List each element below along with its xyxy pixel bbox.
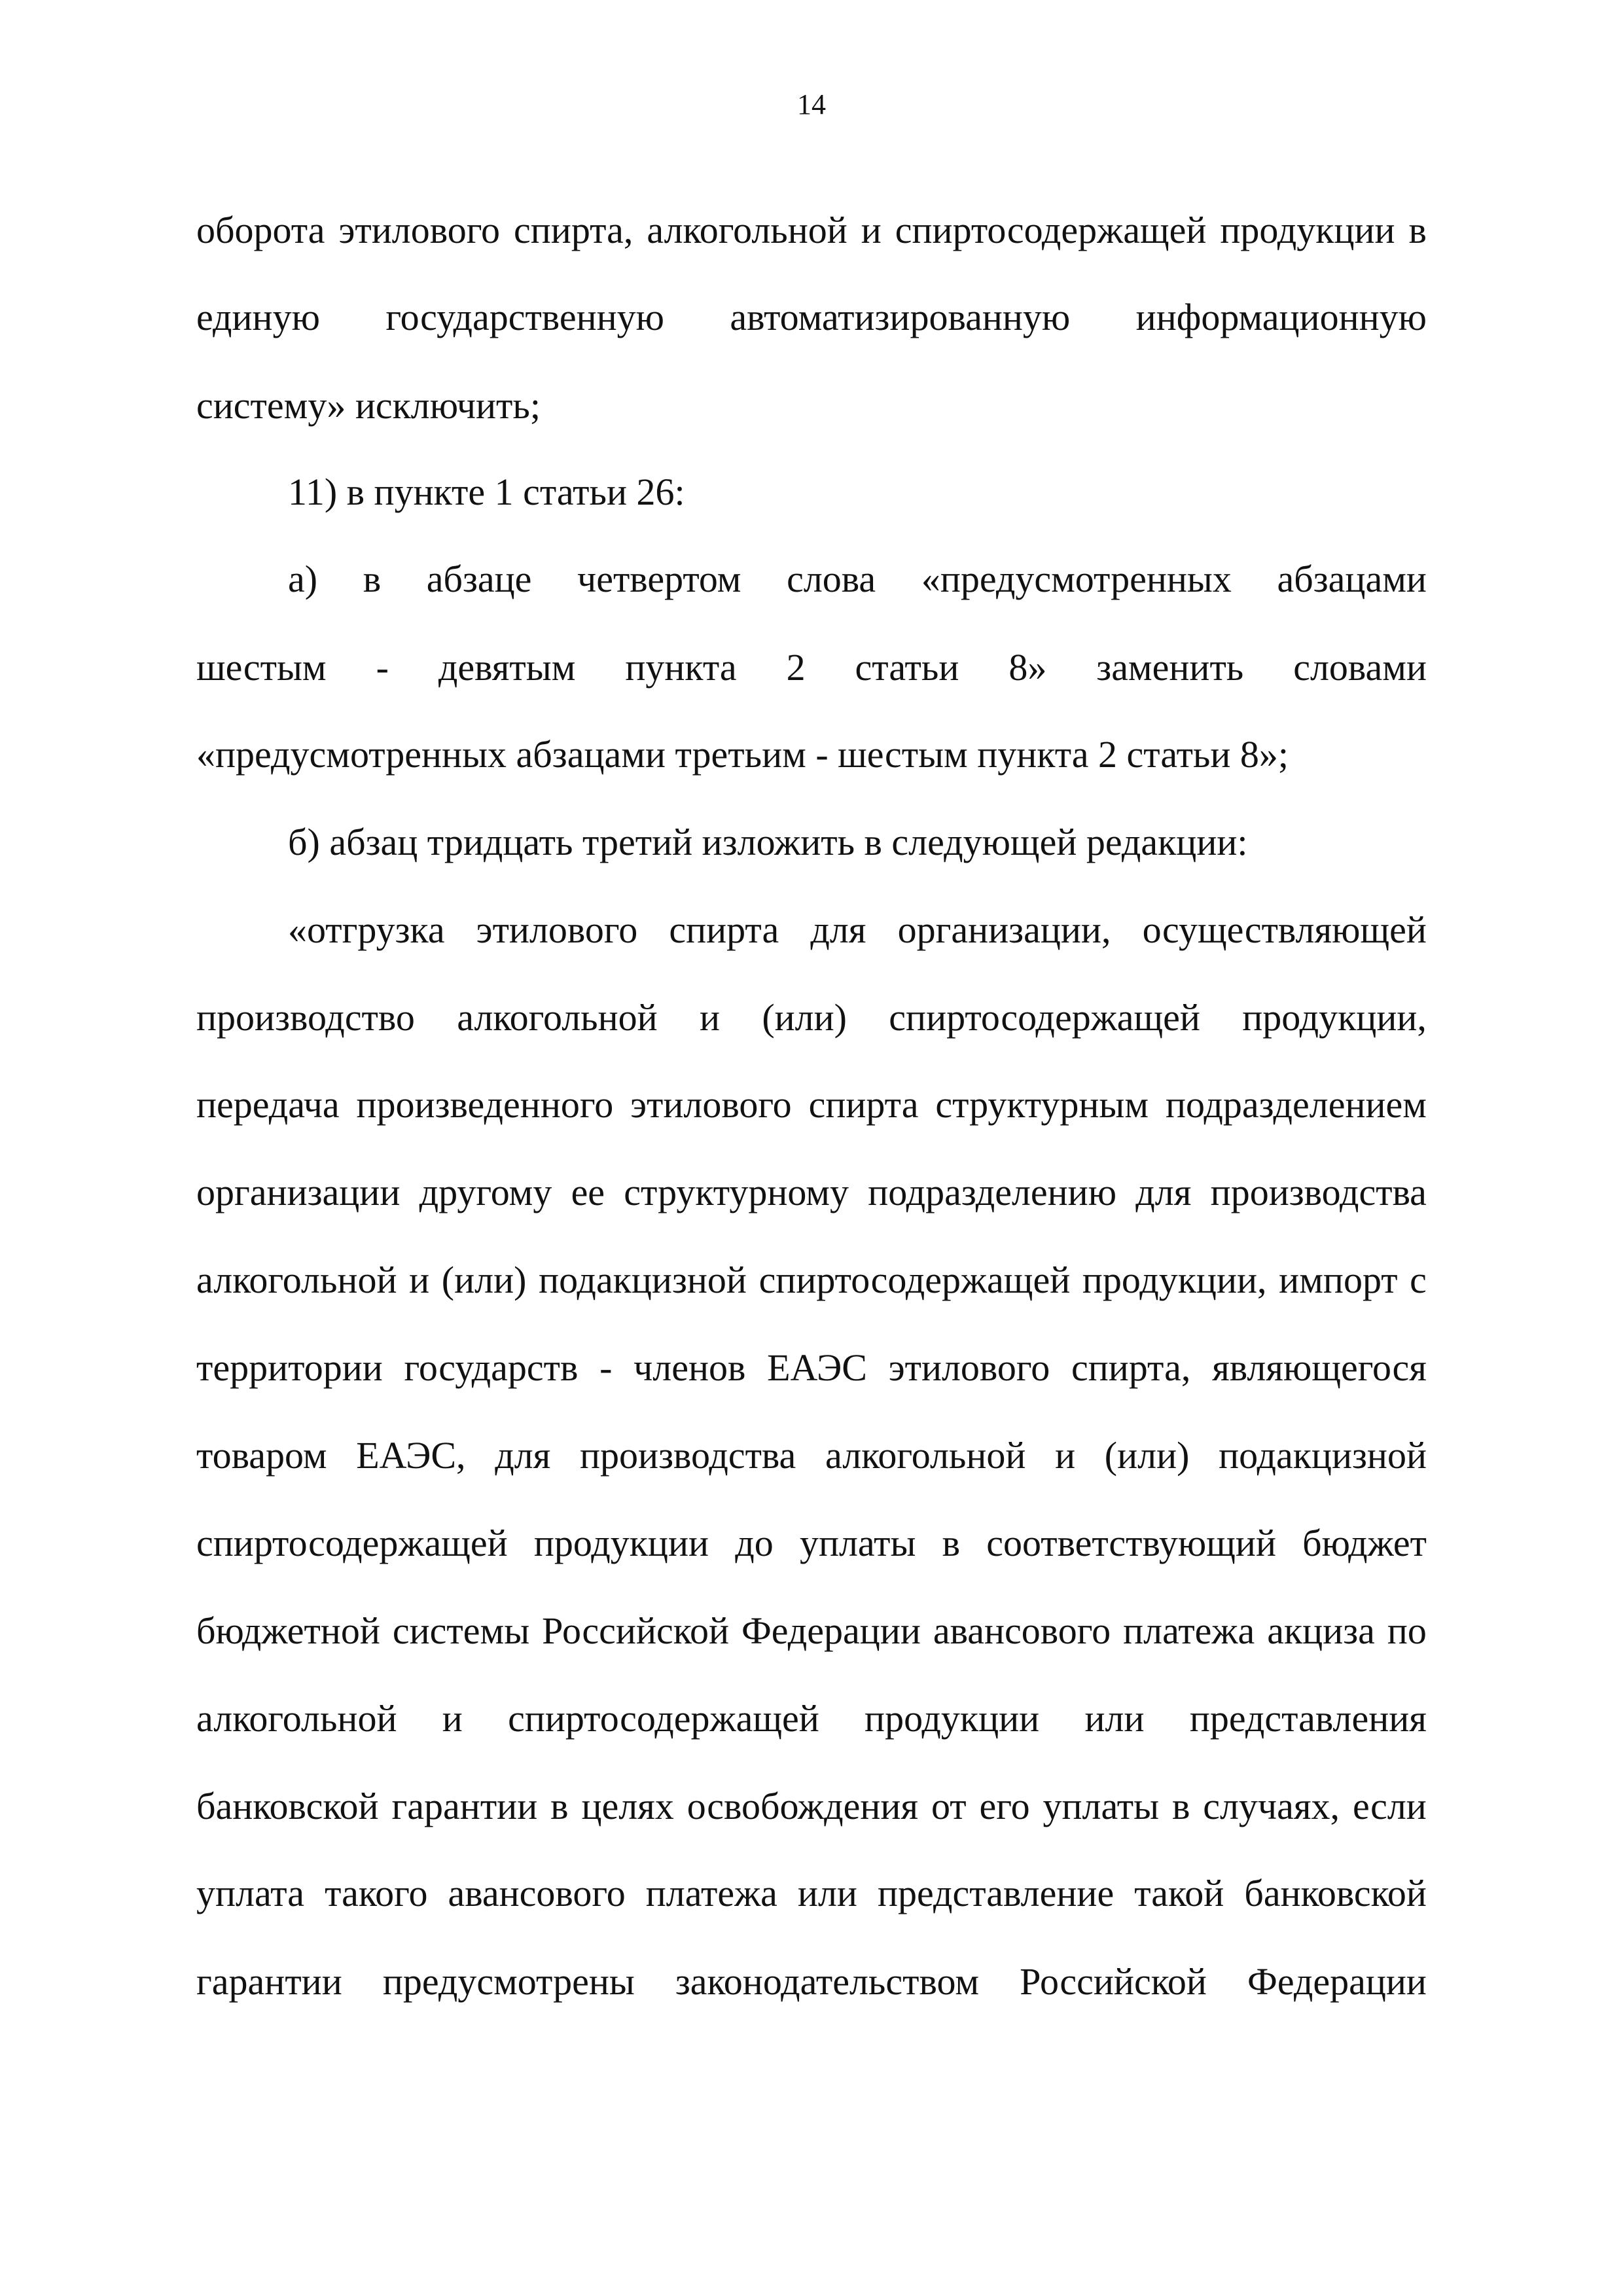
word: спиртосодержащей (196, 1522, 508, 1564)
word: передача (196, 1083, 340, 1126)
text-line-2 (196, 291, 1427, 344)
word: спиртосодержащей (895, 209, 1207, 251)
word: словами (1293, 646, 1427, 689)
word: продукции (865, 1697, 1040, 1740)
word: платежа (645, 1872, 777, 1914)
word: Российской (1020, 1960, 1207, 2003)
word: спирта (669, 908, 779, 951)
word: автоматизированную (730, 296, 1071, 338)
word: для (495, 1434, 551, 1477)
word: подакцизной (1219, 1434, 1427, 1477)
word: и (442, 1697, 463, 1740)
text-line-15 (196, 1429, 1427, 1482)
word: представления (1189, 1697, 1427, 1740)
word: гарантии (196, 1960, 342, 2003)
word: заменить (1096, 646, 1244, 689)
word: подразделению (868, 1171, 1117, 1213)
word: статьи (855, 646, 959, 689)
word: уплаты (1043, 1785, 1160, 1827)
word: в (1171, 1785, 1190, 1827)
text-line-8: б) абзац тридцать третий изложить в следующей редакции: (288, 821, 1248, 863)
word: случаях, (1203, 1785, 1340, 1827)
word: оборота (196, 209, 325, 251)
word: и (1055, 1434, 1076, 1477)
text-line-14 (196, 1342, 1427, 1394)
page-number: 14 (797, 88, 826, 120)
word: спирта (808, 1083, 919, 1126)
word: ЕАЭС (767, 1346, 867, 1389)
word: если (1352, 1785, 1427, 1827)
text-line-12 (196, 1166, 1427, 1219)
word: продукции (1220, 209, 1395, 251)
word: уплата (196, 1872, 305, 1914)
text-line-4: 11) в пункте 1 статьи 26: (288, 471, 685, 513)
word: соответствующий (986, 1522, 1276, 1564)
text-line-7: «предусмотренных абзацами третьим - шестым пункта 2 статьи 8»; (196, 733, 1289, 776)
word: осуществляющей (1142, 908, 1427, 951)
word: (или) (1104, 1434, 1190, 1477)
word: и (861, 209, 882, 251)
word: авансового (933, 1609, 1111, 1652)
word: четвертом (577, 558, 741, 600)
word: этилового (476, 908, 638, 951)
word: организации (196, 1171, 401, 1213)
word: алкогольной (825, 1434, 1026, 1477)
word: банковской (196, 1785, 379, 1827)
text-line-9 (288, 904, 1427, 956)
word: освобождения (687, 1785, 919, 1827)
word: структурным (935, 1083, 1149, 1126)
word: в (550, 1785, 569, 1827)
word: (или) (762, 996, 847, 1039)
text-line-5 (288, 553, 1427, 605)
word: организации, (897, 908, 1111, 951)
word: слова (787, 558, 876, 600)
word: или (1084, 1697, 1145, 1740)
word: спирта, (1071, 1346, 1191, 1389)
word: импорт (1279, 1259, 1398, 1301)
word: подразделением (1166, 1083, 1427, 1126)
word: абзаце (426, 558, 532, 600)
word: спиртосодержащей (889, 996, 1200, 1039)
word: предусмотрены (382, 1960, 635, 2003)
word: территории (196, 1346, 383, 1389)
word: - (376, 646, 389, 689)
word: представление (877, 1872, 1115, 1914)
word: такого (325, 1872, 428, 1914)
word: системы (392, 1609, 530, 1652)
word: этилового (888, 1346, 1050, 1389)
word: являющегося (1212, 1346, 1427, 1389)
text-line-20 (196, 1867, 1427, 1920)
word: по (1387, 1609, 1427, 1652)
word: 2 (786, 646, 806, 689)
word: продукции, (1242, 996, 1427, 1039)
word: и (409, 1259, 430, 1301)
word: товаром (196, 1434, 327, 1477)
text-line-3: системy» исключить; (196, 384, 541, 427)
word: бюджет (1302, 1522, 1427, 1564)
text-line-21 (196, 1956, 1427, 2008)
word: с (1410, 1259, 1427, 1301)
word: платежа (1123, 1609, 1255, 1652)
word: производства (1210, 1171, 1427, 1213)
word: алкогольной (457, 996, 658, 1039)
word: бюджетной (196, 1609, 380, 1652)
word: «отгрузка (288, 908, 445, 951)
word: ЕАЭС, (356, 1434, 466, 1477)
word: авансового (448, 1872, 626, 1914)
text-line-11 (196, 1079, 1427, 1131)
word: 8» (1008, 646, 1047, 689)
word: другому (419, 1171, 552, 1213)
word: членов (633, 1346, 746, 1389)
word: гарантии (391, 1785, 538, 1827)
word: девятым (438, 646, 576, 689)
word: Федерации (741, 1609, 921, 1652)
text-line-17 (196, 1605, 1427, 1657)
text-line-19 (196, 1780, 1427, 1833)
word: продукции (533, 1522, 709, 1564)
word: уплаты (799, 1522, 916, 1564)
word: - (599, 1346, 613, 1389)
word: его (979, 1785, 1030, 1827)
text-line-16 (196, 1517, 1427, 1570)
word: шестым (196, 646, 327, 689)
word: в (1408, 209, 1427, 251)
word: государственную (385, 296, 664, 338)
word: абзацами (1277, 558, 1427, 600)
text-line-10 (196, 992, 1427, 1044)
word: до (735, 1522, 774, 1564)
word: государств (404, 1346, 579, 1389)
word: или (797, 1872, 857, 1914)
word: пункта (625, 646, 737, 689)
word: для (1135, 1171, 1192, 1213)
text-line-13 (196, 1254, 1427, 1306)
word: алкогольной (196, 1259, 397, 1301)
word: в (942, 1522, 961, 1564)
word: (или) (441, 1259, 527, 1301)
word: законодательством (675, 1960, 980, 2003)
text-line-18 (196, 1693, 1427, 1745)
word: банковской (1244, 1872, 1427, 1914)
word: Российской (542, 1609, 729, 1652)
word: производство (196, 996, 415, 1039)
word: производства (580, 1434, 796, 1477)
text-line-1 (196, 204, 1427, 257)
word: алкогольной (647, 209, 847, 251)
word: Федерации (1247, 1960, 1427, 2003)
word: в (363, 558, 382, 600)
word: от (931, 1785, 967, 1827)
word: информационную (1135, 296, 1427, 338)
word: алкогольной (196, 1697, 397, 1740)
word: единую (196, 296, 320, 338)
word: «предусмотренных (921, 558, 1232, 600)
word: спирта, (514, 209, 633, 251)
word: ее (571, 1171, 605, 1213)
word: продукции, (1082, 1259, 1267, 1301)
word: целях (581, 1785, 674, 1827)
word: для (810, 908, 866, 951)
text-line-6 (196, 641, 1427, 694)
word: спиртосодержащей (758, 1259, 1071, 1301)
word: и (699, 996, 721, 1039)
word: акциза (1267, 1609, 1375, 1652)
word: а) (288, 558, 318, 600)
word: спиртосодержащей (508, 1697, 819, 1740)
word: этилового (338, 209, 501, 251)
word: такой (1134, 1872, 1224, 1914)
word: подакцизной (539, 1259, 747, 1301)
word: этилового (630, 1083, 792, 1126)
word: структурному (624, 1171, 849, 1213)
word: произведенного (356, 1083, 614, 1126)
